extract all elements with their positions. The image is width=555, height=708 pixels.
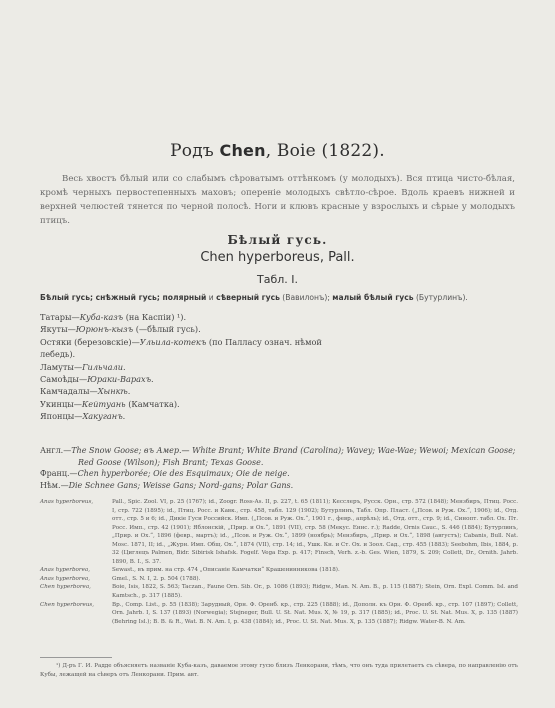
foreign-names [40,445,518,491]
genus-heading: Родъ Chen, Boie (1822). [170,141,385,161]
conj-and: и [206,293,217,302]
species-latin-name: Chen hyperboreus, Pall. [200,250,355,265]
synonymy-entry: Anas hyperborea, Gmel., S. N. I, 2. p. 504 (1788). [40,575,201,582]
native-name-row: Камчадалы—Хынкѣ. [40,386,131,397]
native-name-row: Японцы—Хакуганъ. [40,411,126,422]
plate-reference: Табл. I. [256,273,298,286]
german-names: Нѣм.—Die Schnee Gans; Weisse Gans; Nord-gans; Polar Gans. [40,480,294,490]
synonymy-entry: Anas hyperboreus, Pall., Spic. Zool. VI, p. 25 (1767); id., Zoogr. Ross-As. II, p. 227, t. 65 (1811); Кесслеръ, Русск. Орн., стр. 572 (1848); Мензбиръ, Птиц. Росс. I, стр. 722 (1895); id., Птиц. Росс. и Кавк., стр. 458, табл. 129 (1902); Бутурлинъ, Табл. Опр. Плаcт. („Псов. и Руж. Ох.“, 1906); id., Отд. отт., стр. 5 и 6; id., Дикiе Гуси Российск. Имп. („Псов. и Руж. Ох.“, 1901 г., февр., апрѣль); id., Отд. отт., стр. 9; id., Синопт. табл. Ох. Пт. Росс. Имп., стр. 42 (1901); Яблонскiй, „Прир. и Ох.“, 1891 (VII), стр. 58 (Мекус. Еннс. г.); Radde, Ornis Cauc., S. 446 (1884); Бутурлинъ, „Прир. и Ох.“, 1896 (февр., мартъ); id., „Псов. и Руж. Ох.“, 1899 (ноябрь); Мензбиръ, „Прир. и Ох.“, 1898 (августъ); Cabanis, Bull. Nat. Mosc. 1871, II; id., „Журн. Имп. Общ. Ох.“, 1874 (VII), стр. 14; id., Ушк. Кн. и Ст. Ох. и Зоол. Сад., стр. 455 (1883); Seebohm, Ibis, 1884, p. 32 (Циглецъ Palmen, Bidr. Sibirisk Ishafsk. Fogelf. Vega Exp. p. 417; Finsch, Verh. z.-b. Ges. Wien, 1879, S. 209; Collett, Dr., Ornith. Jahrb. 1890, B. I., S. 37. [40,499,518,565]
synonymy-entry: Chen hyperboreus, Bp., Comp. List., p. 55 (1838); Зарудный, Орн. Ф. Оренб. кр., стр. 225 (1888); id., Дополн. къ Орн. Ф. Оренб. кр., стр. 107 (1897); Collett, Orn. Jahrb. I, S. 137 (1893) (Norwegia); Stejneger, Bull. U. St. Nat. Mus. X, № 19, p. 317 (1885); id., Proc. U. St. Nat. Mus. X, p. 135 (1887) (Behring Isl.); B. B. & R., Wat. B. N. Am. I, p. 438 (1884); id., Proc. U. St. Nat. Mus. X, p. 135 (1887); Ridgw. Water-B. N. Am. [40,601,518,625]
native-name-row: Остяки (березовскiе)—Ульила-котекъ (по Палласу означ. нѣмой лебедь). [40,336,322,360]
common-name-1: Бѣлый гусь; снѣжный гусь; полярный [40,293,207,302]
genus-author: Boie (1822). [276,141,385,161]
source-buturlin: (Бутурлинъ). [413,293,468,302]
footnote: ¹) Д-ръ Г. И. Радде объясняетъ названiе Куба-казъ, даваемое этому гусю близъ Ленкорани, тѣмъ, что онъ туда прилетаетъ съ сѣвера, по направленiю отъ Кубы, лежащей на сѣверъ отъ Ленкорани. Прим. авт. [40,663,518,678]
source-vavilon: (Вавилонъ); [279,293,333,302]
native-names-list [40,311,340,423]
genus-name: Chen [219,141,266,160]
native-name-row: Укинцы—Кейтуань (Камчатка). [40,398,180,409]
genus-prefix: Родъ [170,141,214,161]
french-names: Франц.—Chen hyperborée; Oie des Esquimaux; Oie de neige. [40,469,290,478]
footnote-divider [40,657,112,658]
native-name-row: Самоѣды—Юраки-Варахъ. [40,374,154,385]
english-names: Англ.—The Snow Goose; въ Амер.— White Brant; White Brand (Carolina); Wavey; Wae-Wae; Wewoi; Mexican Goose; Red Goose (Wilson); Fish Brant; Texas Goose. [40,446,516,467]
native-name-row: Якуты—Юрюнъ-кызъ (—бѣлый гусь). [40,324,201,335]
native-name-row: Ламуты—Гильчали. [40,361,126,372]
common-name-3: малый бѣлый гусь [332,293,414,302]
native-name-row: Татары—Куба-казъ (на Каспiи) ¹). [40,312,187,322]
synonymy-entry: Anas hyperborea, Sewast., въ прим. на стр. 474 „Описанiе Камчатки“ Крашенинникова (1818). [40,567,340,574]
synonymy-list [40,498,518,626]
russian-common-names [40,293,520,302]
species-russian-name: Бѣлый гусь. [227,233,328,247]
genus-diagnosis: Весь хвостъ бѣлый или со слабымъ сѣроватымъ оттѣнкомъ (у молодыхъ). Вся птица чисто-бѣлая, кромѣ черныхъ первостепенныхъ маховъ; оперенiе молодыхъ свѣтло-сѣрое. Вдоль краевъ нижней и верхней челюстей тянется по черной полосѣ. Ноги и клювъ красные у взрослыхъ и сѣрые у молодыхъ птицъ. [40,174,515,226]
synonymy-entry: Chen hyperborea, Boie, Isis, 1822, S. 563; Taczan., Faune Orn. Sib. Or., p. 1086 (1893); Ridgw., Man. N. Am. B., p. 115 (1887); Stein, Orn. Expl. Comm. Isl. and Kamtsch., p. 317 (1885). [40,584,518,600]
common-name-2: сѣверный гусь [216,293,280,302]
